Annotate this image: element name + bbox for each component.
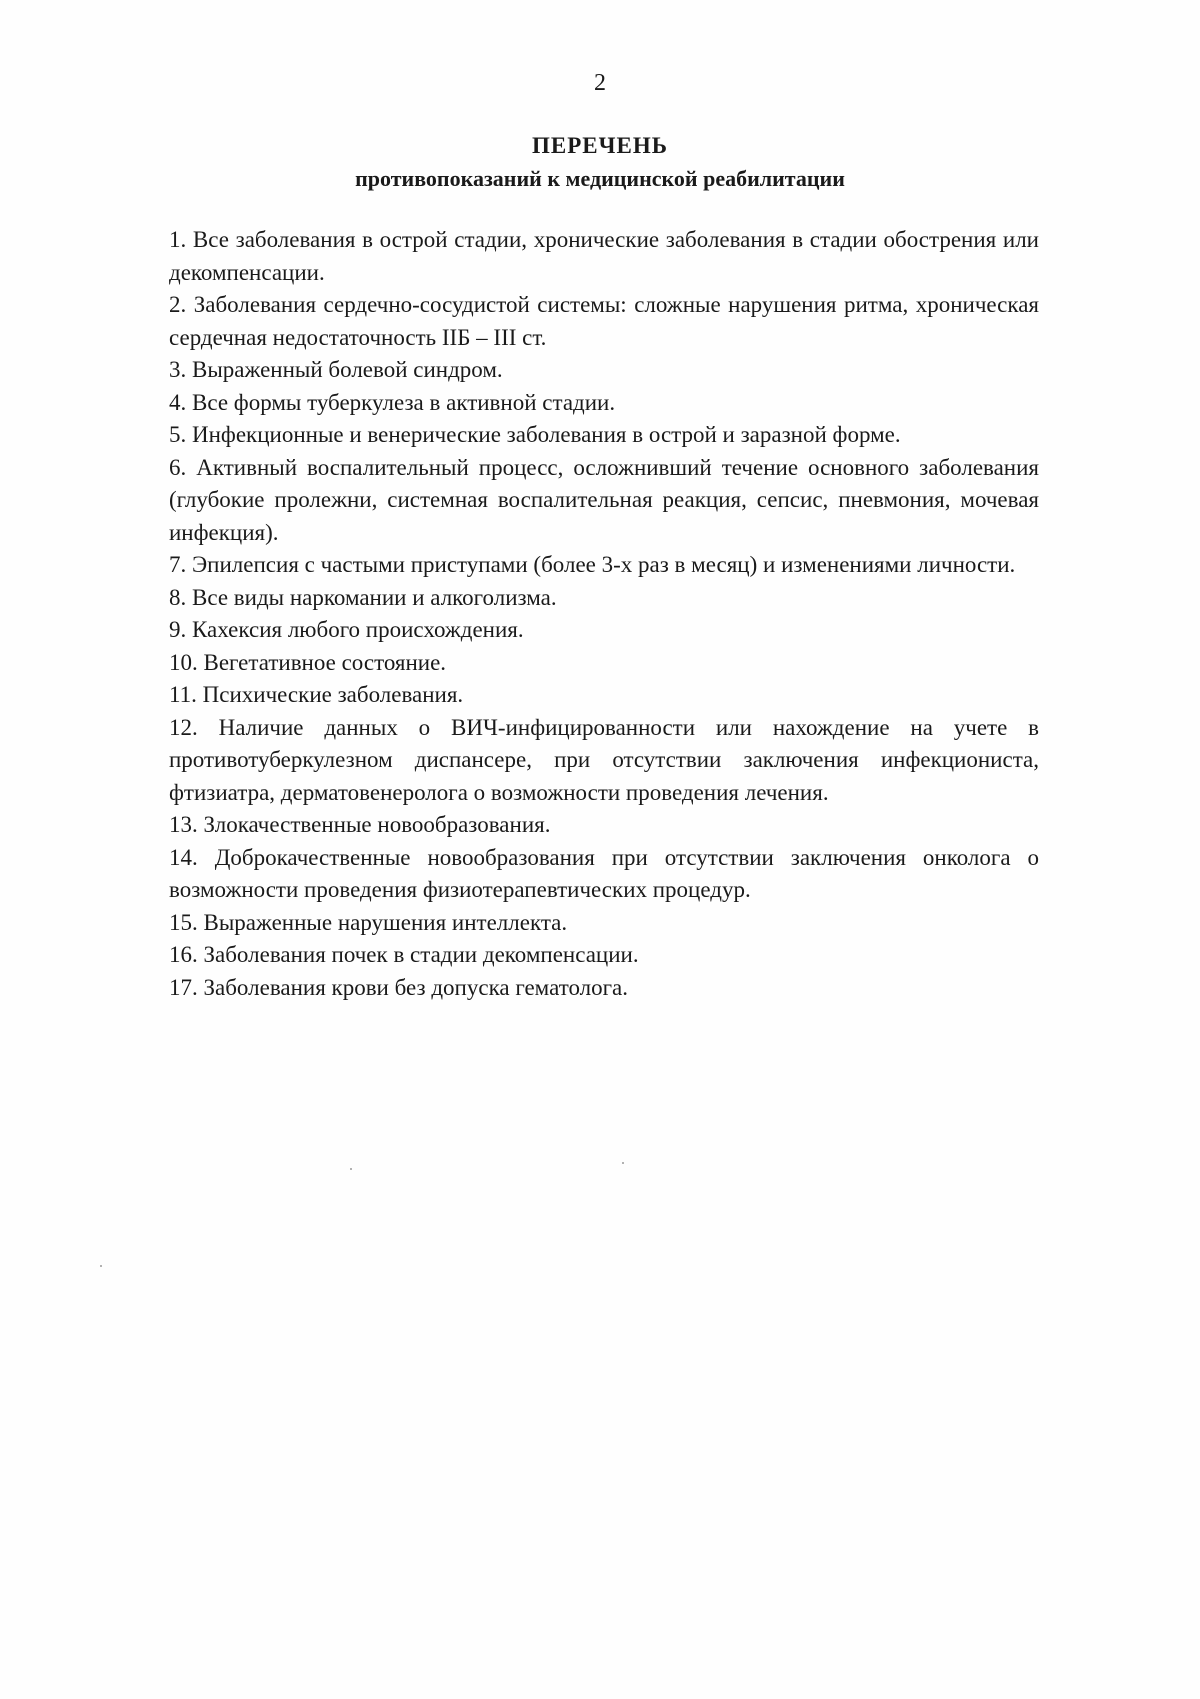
list-item: 10. Вегетативное состояние. [169, 649, 447, 675]
list-item: 12. Наличие данных о ВИЧ-инфицированности или нахождение на учете в противотуберкулезном диспансере, при отсутствии заключения инфекциониста, фтизиатра, дерматовенеролога о возможности проведения лечения. [169, 714, 1039, 805]
list-item: 16. Заболевания почек в стадии декомпенсации. [169, 942, 639, 967]
list-item: 5. Инфекционные и венерические заболевания в острой и заразной форме. [169, 422, 901, 447]
document-subtitle: противопоказаний к медицинской реабилитации [355, 166, 845, 191]
list-item: 2. Заболевания сердечно-сосудистой системы: сложные нарушения ритма, хроническая сердечная недостаточность IIБ – III ст. [169, 292, 1039, 350]
scan-speck [350, 1168, 352, 1170]
scan-speck [100, 1265, 102, 1267]
list-item: 1. Все заболевания в острой стадии, хронические заболевания в стадии обострения или декомпенсации. [169, 227, 1039, 285]
list-item: 6. Активный воспалительный процесс, осложнивший течение основного заболевания (глубокие пролежни, системная воспалительная реакция, сепсис, пневмония, мочевая инфекция). [169, 454, 1039, 545]
list-item: 4. Все формы туберкулеза в активной стадии. [169, 389, 616, 415]
list-item: 17. Заболевания крови без допуска гематолога. [169, 974, 629, 1000]
list-item: 9. Кахексия любого происхождения. [169, 617, 524, 642]
list-item: 13. Злокачественные новообразования. [169, 812, 551, 837]
list-item: 7. Эпилепсия с частыми приступами (более 3-х раз в месяц) и изменениями личности. [169, 552, 1016, 577]
contraindications-list [169, 224, 1039, 1004]
list-item: 8. Все виды наркомании и алкоголизма. [169, 584, 557, 610]
list-item: 3. Выраженный болевой синдром. [169, 357, 503, 382]
list-item: 15. Выраженные нарушения интеллекта. [169, 909, 568, 935]
list-item: 11. Психические заболевания. [169, 682, 464, 707]
list-item: 14. Доброкачественные новообразования при отсутствии заключения онколога о возможности проведения физиотерапевтических процедур. [169, 844, 1039, 902]
page-number: 2 [594, 70, 606, 96]
scan-speck [622, 1162, 624, 1164]
document-title: ПЕРЕЧЕНЬ [532, 133, 668, 158]
